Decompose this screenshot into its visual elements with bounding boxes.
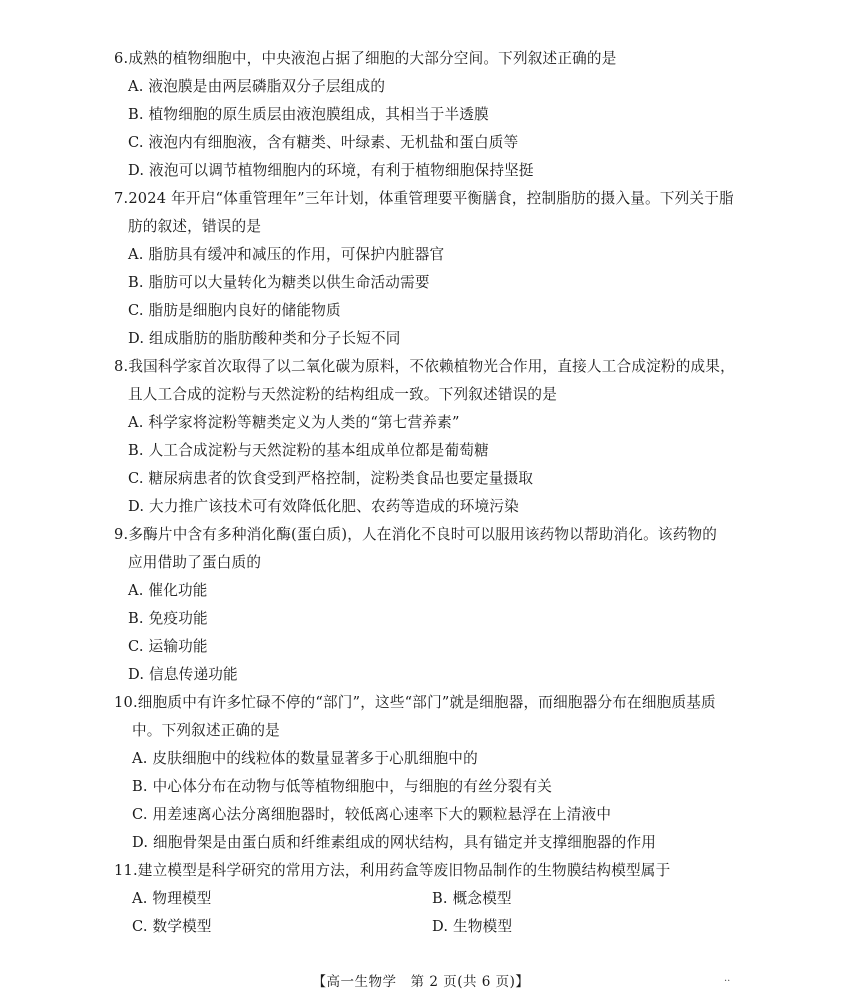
option-row: [114, 913, 744, 941]
question-6: [114, 45, 744, 185]
question-stem: 6.成熟的植物细胞中，中央液泡占据了细胞的大部分空间。下列叙述正确的是: [114, 50, 617, 67]
option-b: B. 脂肪可以大量转化为糖类以供生命活动需要: [128, 274, 430, 291]
option-b: B. 免疫功能: [128, 610, 208, 627]
question-stem: 10.细胞质中有许多忙碌不停的“部门”，这些“部门”就是细胞器，而细胞器分布在细胞质基质: [114, 694, 716, 711]
option-c: C. 用差速离心法分离细胞器时，较低离心速率下大的颗粒悬浮在上清液中: [132, 806, 612, 823]
option-d: D. 信息传递功能: [128, 666, 238, 683]
option-d: D. 大力推广该技术可有效降低化肥、农药等造成的环境污染: [128, 498, 519, 515]
question-11: [114, 857, 744, 941]
option-a: A. 物理模型: [132, 890, 212, 907]
option-c: C. 液泡内有细胞液，含有糖类、叶绿素、无机盐和蛋白质等: [128, 134, 519, 151]
option-c: C. 糖尿病患者的饮食受到严格控制，淀粉类食品也要定量摄取: [128, 470, 534, 487]
question-stem: 11.建立模型是科学研究的常用方法，利用药盒等废旧物品制作的生物膜结构模型属于: [114, 862, 671, 879]
question-stem: 7.2024 年开启“体重管理年”三年计划，体重管理要平衡膳食，控制脂肪的摄入量。下列关于脂: [114, 190, 734, 207]
question-7: [114, 185, 744, 353]
question-9: [114, 521, 744, 689]
option-d: D. 生物模型: [432, 918, 513, 935]
question-stem-continued: 肪的叙述，错误的是: [128, 218, 262, 235]
option-a: A. 液泡膜是由两层磷脂双分子层组成的: [128, 78, 386, 95]
option-row: [114, 885, 744, 913]
corner-mark: ··: [724, 976, 731, 987]
option-a: A. 催化功能: [128, 582, 208, 599]
page-footer: 【高一生物学 第 2 页(共 6 页)】: [312, 974, 530, 990]
option-d: D. 液泡可以调节植物细胞内的环境，有利于植物细胞保持坚挺: [128, 162, 534, 179]
question-10: [114, 689, 744, 857]
option-a: A. 科学家将淀粉等糖类定义为人类的“第七营养素”: [128, 414, 460, 431]
question-stem-continued: 且人工合成的淀粉与天然淀粉的结构组成一致。下列叙述错误的是: [128, 386, 558, 403]
option-b: B. 植物细胞的原生质层由液泡膜组成，其相当于半透膜: [128, 106, 489, 123]
option-c: C. 数学模型: [132, 918, 212, 935]
question-8: [114, 353, 744, 521]
option-d: D. 组成脂肪的脂肪酸种类和分子长短不同: [128, 330, 401, 347]
option-b: B. 中心体分布在动物与低等植物细胞中，与细胞的有丝分裂有关: [132, 778, 553, 795]
option-c: C. 运输功能: [128, 638, 208, 655]
question-stem-continued: 中。下列叙述正确的是: [132, 722, 280, 739]
option-a: A. 皮肤细胞中的线粒体的数量显著多于心肌细胞中的: [132, 750, 478, 767]
option-a: A. 脂肪具有缓冲和减压的作用，可保护内脏器官: [128, 246, 445, 263]
question-stem: 9.多酶片中含有多种消化酶(蛋白质)，人在消化不良时可以服用该药物以帮助消化。该药物的: [114, 526, 718, 543]
question-stem-continued: 应用借助了蛋白质的: [128, 554, 262, 571]
question-stem: 8.我国科学家首次取得了以二氧化碳为原料，不依赖植物光合作用，直接人工合成淀粉的成果，: [114, 358, 735, 375]
option-b: B. 人工合成淀粉与天然淀粉的基本组成单位都是葡萄糖: [128, 442, 489, 459]
option-d: D. 细胞骨架是由蛋白质和纤维素组成的网状结构，具有锚定并支撑细胞器的作用: [132, 834, 657, 851]
option-c: C. 脂肪是细胞内良好的储能物质: [128, 302, 341, 319]
option-b: B. 概念模型: [432, 890, 512, 907]
